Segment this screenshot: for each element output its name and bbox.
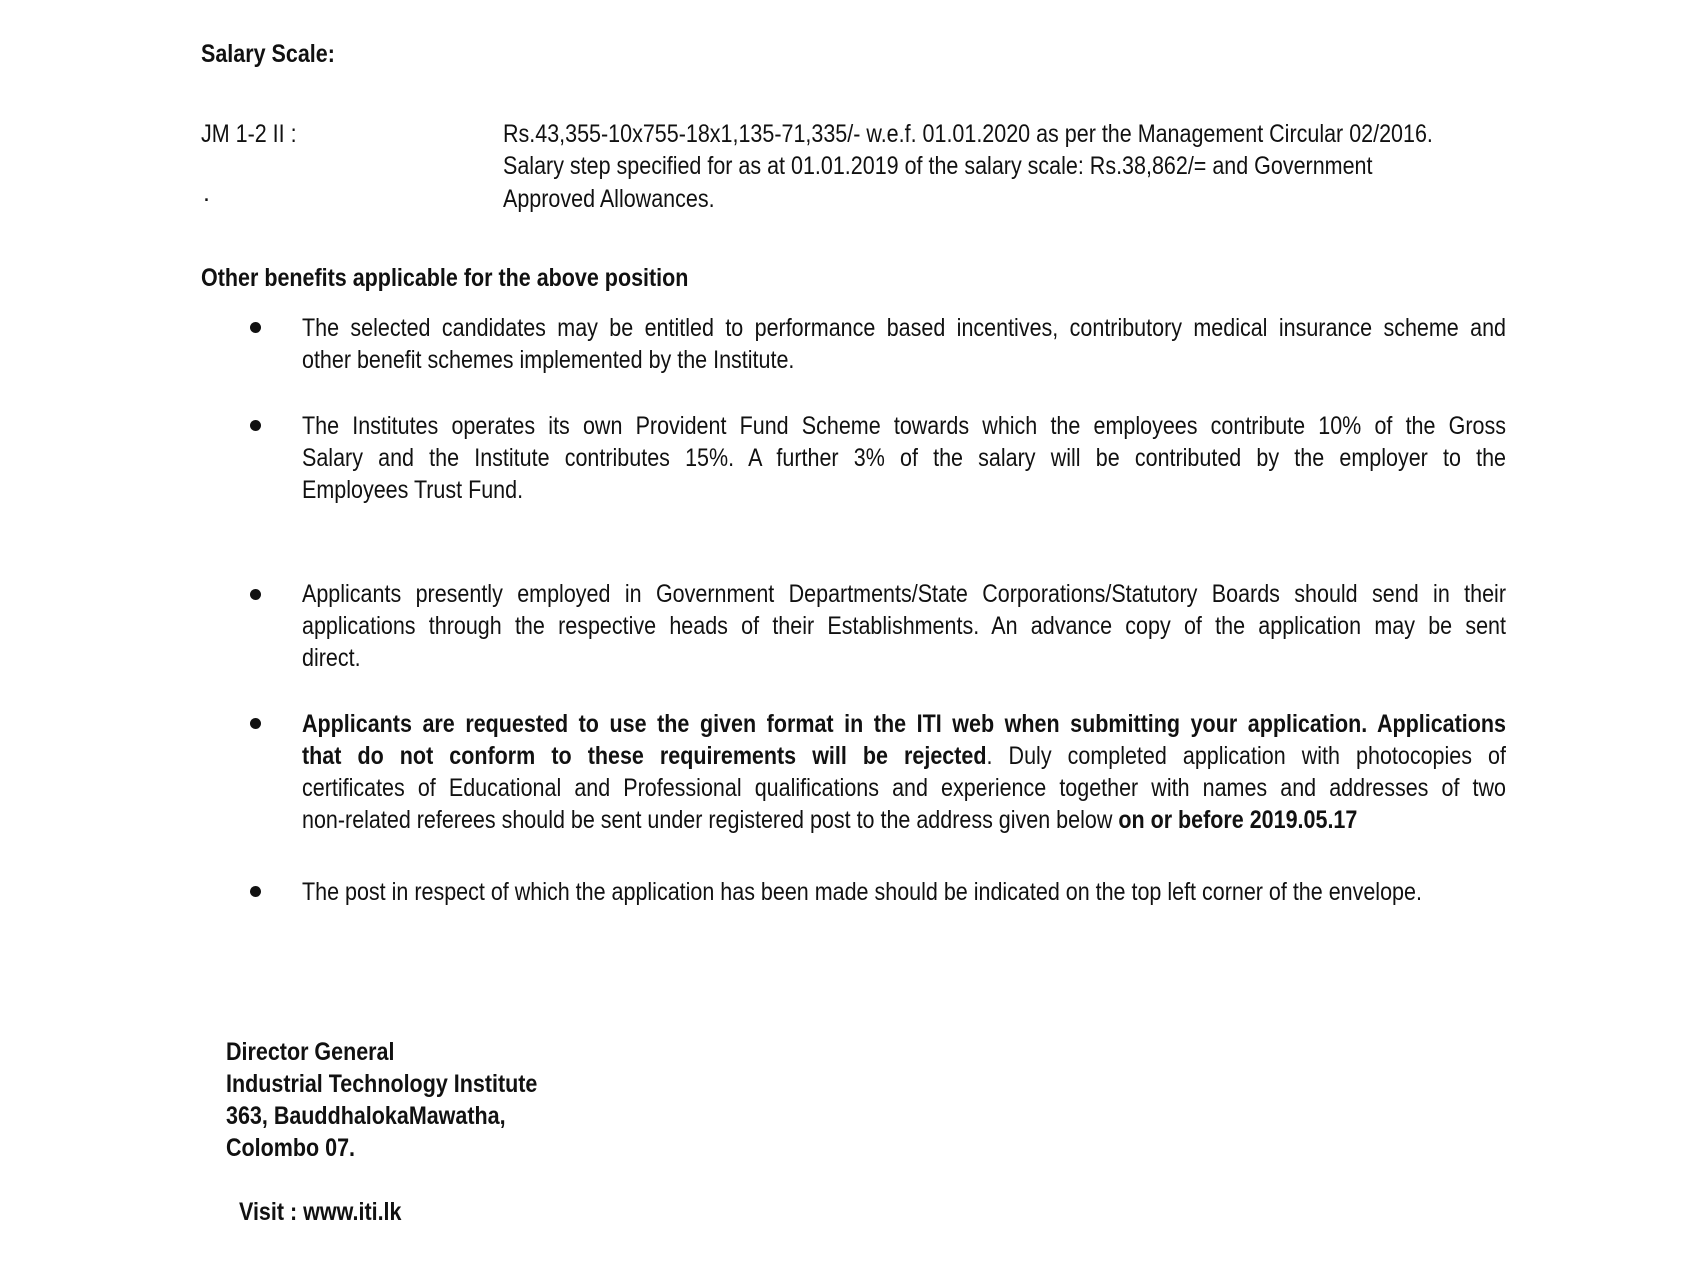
closing-date: on or before 2019.05.17 [1118,806,1358,834]
benefit-line-rest: . Duly completed application with photocopies of [986,742,1506,770]
benefit-line-text: non-related referees should be sent under registered post to the address given below [302,806,1119,834]
benefit-line: Salary and the Institute contributes 15%. A further 3% of the salary will be contributed by the employer to the [302,444,1506,472]
benefits-heading: Other benefits applicable for the above position [201,264,689,292]
benefit-line: The post in respect of which the application has been made should be indicated on the top left corner of the envelope. [302,878,1422,906]
bullet-icon [250,886,261,897]
visit-website-link[interactable]: Visit : www.iti.lk [239,1198,402,1226]
benefit-item [302,410,1506,506]
benefit-line [302,804,1358,836]
benefit-line: other benefit schemes implemented by the Institute. [302,346,795,374]
address-line: 363, BauddhalokaMawatha, [226,1102,506,1130]
address-line: Director General [226,1038,395,1066]
benefit-line: The Institutes operates its own Provident Fund Scheme towards which the employees contribute 10% of the Gross [302,412,1506,440]
bullet-icon [250,589,261,600]
benefit-item [302,708,1506,836]
benefit-line: Applicants are requested to use the given format in the ITI web when submitting your application. Applications [302,710,1506,738]
benefit-line [302,740,1506,772]
benefit-line: The selected candidates may be entitled to performance based incentives, contributory medical insurance scheme and [302,314,1506,342]
grade-label: JM 1-2 II : [201,120,297,148]
salary-scale-line: Salary step specified for as at 01.01.2019 of the salary scale: Rs.38,862/= and Government [503,152,1373,180]
grade-dot: . [203,179,210,207]
bullet-icon [250,718,261,729]
address-line: Industrial Technology Institute [226,1070,538,1098]
benefit-item [302,312,1506,376]
salary-scale-line: Rs.43,355-10x755-18x1,135-71,335/- w.e.f. 01.01.2020 as per the Management Circular 02/2016. [503,120,1433,148]
bullet-icon [250,322,261,333]
salary-scale-line: Approved Allowances. [503,185,715,213]
bullet-icon [250,420,261,431]
address-line: Colombo 07. [226,1134,356,1162]
benefit-line: Applicants presently employed in Government Departments/State Corporations/Statutory Boards should send in their [302,580,1506,608]
benefit-line: applications through the respective heads of their Establishments. An advance copy of the application may be sent [302,612,1506,640]
salary-scale-heading: Salary Scale: [201,40,335,68]
rejection-notice: that do not conform to these requirements will be rejected [302,742,987,770]
benefit-item [302,578,1506,674]
benefit-line: Employees Trust Fund. [302,476,524,504]
benefit-line: certificates of Educational and Professional qualifications and experience together with names and addresses of two [302,774,1506,802]
benefit-line: direct. [302,644,361,672]
benefit-item [302,876,1506,908]
